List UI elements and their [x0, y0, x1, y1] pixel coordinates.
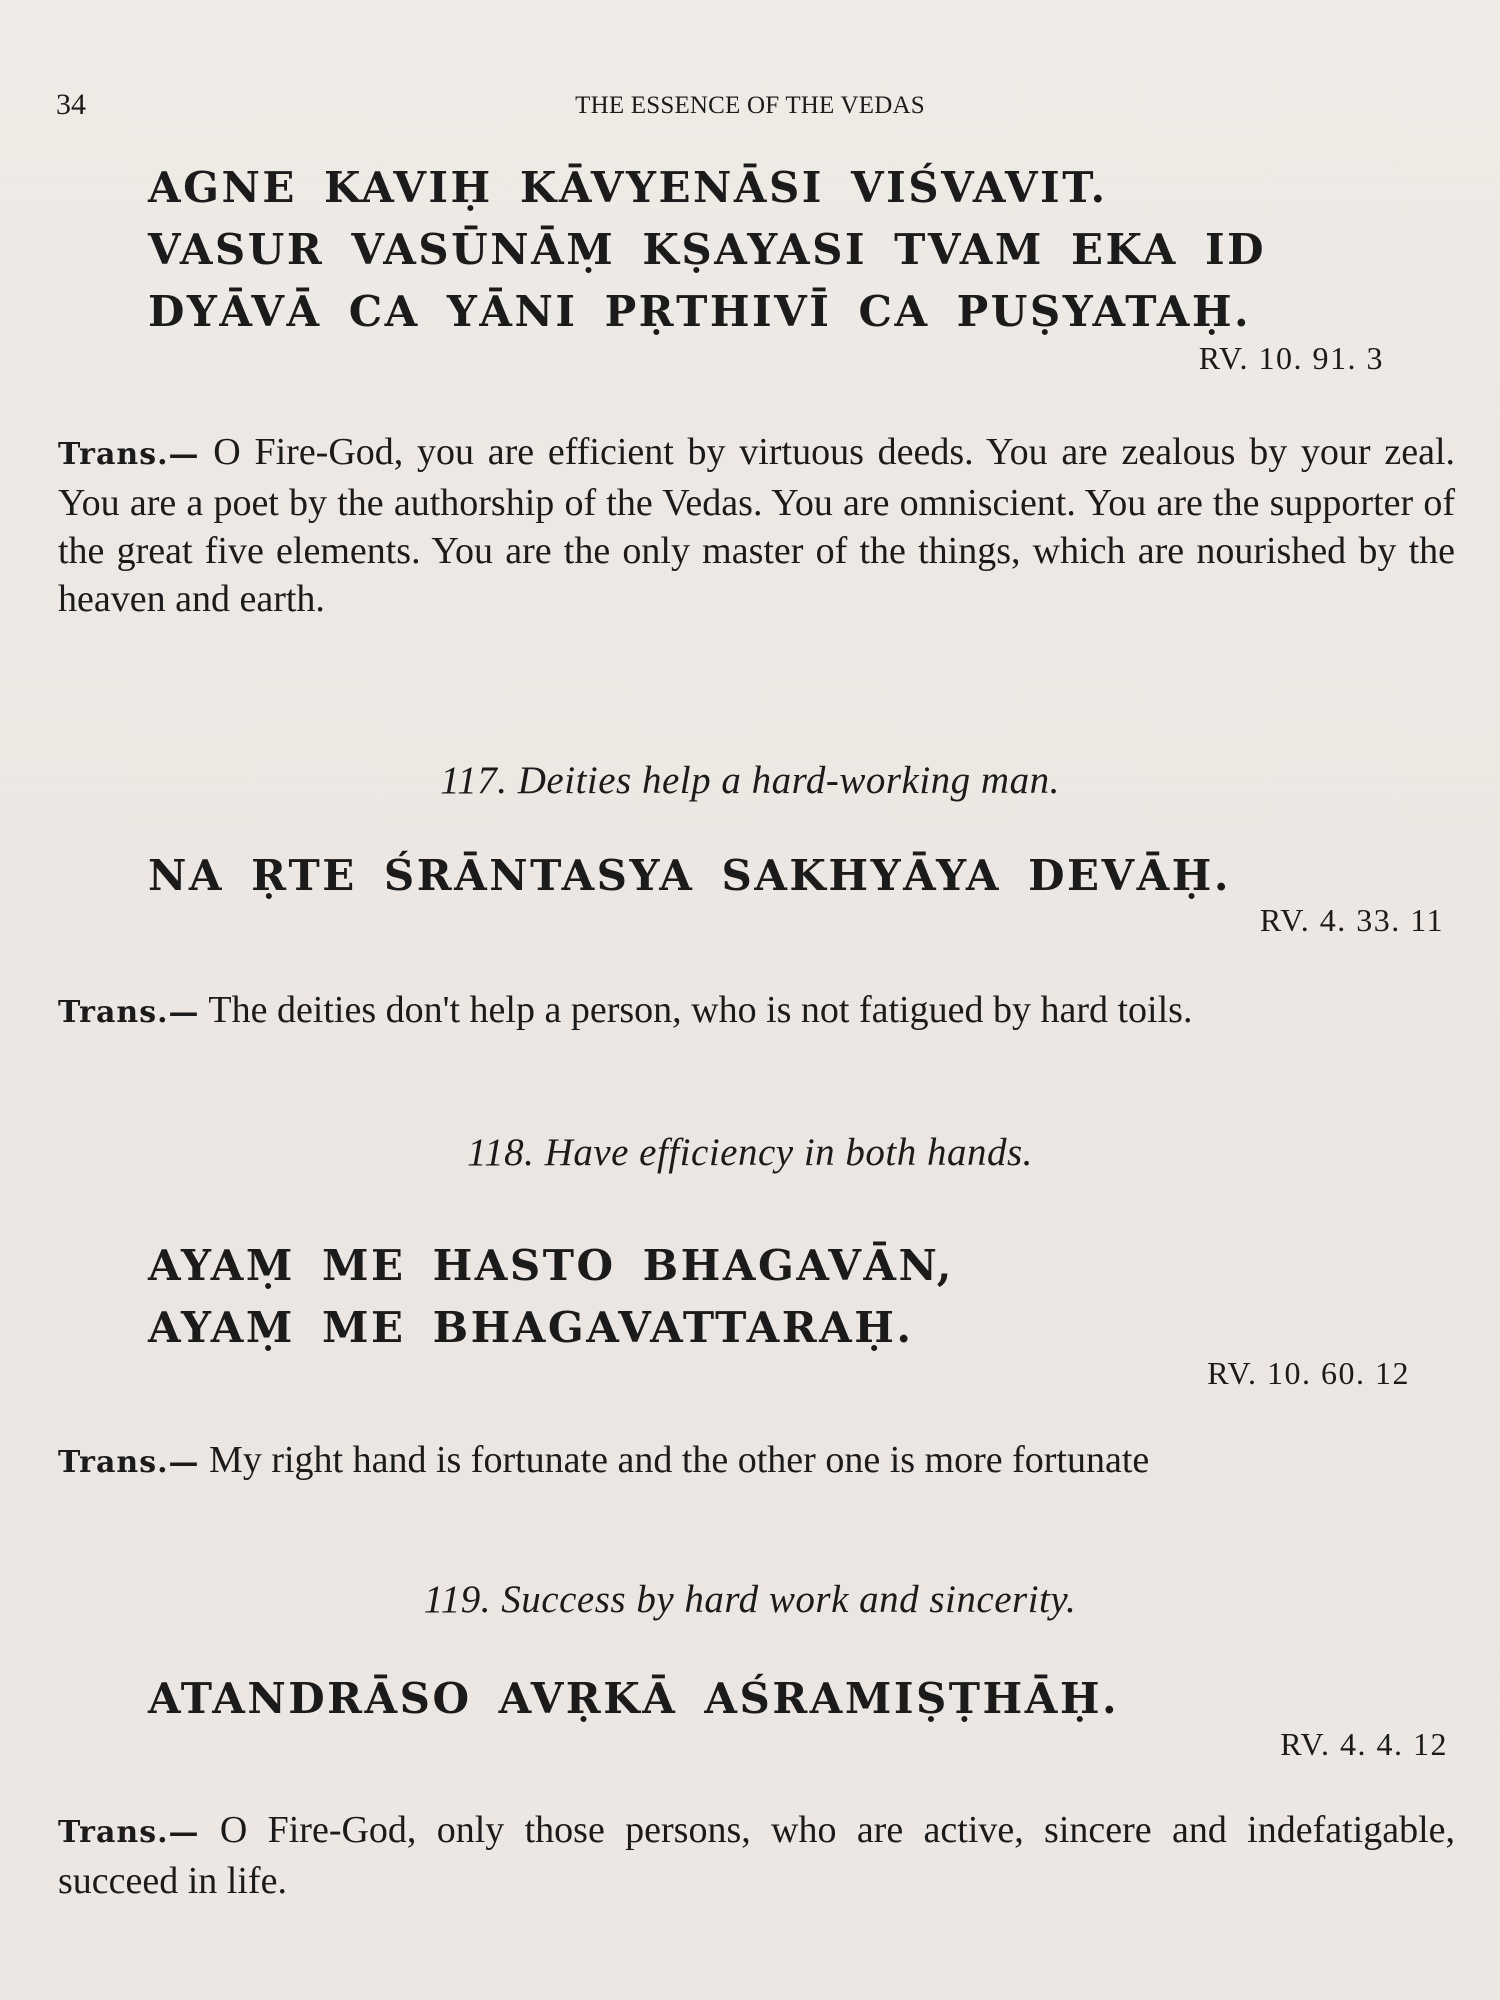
section-heading: 119. Success by hard work and sincerity.	[423, 1578, 1077, 1621]
translation-text: O Fire-God, only those persons, who are active, sincere and indefatigable, succeed in life.	[58, 1809, 1456, 1902]
verse-block	[148, 1235, 954, 1359]
verse-line: AYAṂ ME BHAGAVATTARAḤ.	[148, 1303, 914, 1352]
verse-reference: RV. 4. 33. 11	[1259, 902, 1444, 938]
page-number: 34	[56, 88, 86, 121]
verse-line: AYAṂ ME HASTO BHAGAVĀN,	[148, 1241, 954, 1290]
translation-paragraph	[58, 1806, 1455, 1905]
verse-line: NA ṚTE ŚRĀNTASYA SAKHYĀYA DEVĀḤ.	[148, 851, 1231, 900]
verse-reference: RV. 4. 4. 12	[1280, 1726, 1448, 1762]
translation-text: The deities don't help a person, who is not fatigued by hard toils.	[208, 989, 1193, 1031]
translation-paragraph	[58, 428, 1455, 623]
verse-line: AGNE KAVIḤ KĀVYENĀSI VIŚVAVIT.	[148, 163, 1108, 212]
translation-label: Trans.—	[58, 1815, 200, 1850]
verse-line: VASUR VASŪNĀṂ KṢAYASI TVAM EKA ID	[148, 225, 1267, 274]
verse-block	[148, 845, 1231, 907]
translation-text: O Fire-God, you are efficient by virtuous deeds. You are zealous by your zeal. You are a poet by the authorship of the Vedas. You are omniscient. You are the supporter of the great five elements. You are the only master of the things, which are nourished by the heaven and earth.	[58, 431, 1455, 620]
translation-label: Trans.—	[58, 437, 200, 472]
verse-reference: RV. 10. 60. 12	[1207, 1355, 1410, 1391]
running-title: THE ESSENCE OF THE VEDAS	[575, 92, 925, 119]
translation-label: Trans.—	[58, 1445, 200, 1480]
verse-line: DYĀVĀ CA YĀNI PṚTHIVĪ CA PUṢYATAḤ.	[148, 287, 1252, 336]
verse-block	[148, 157, 1266, 343]
section-heading: 118. Have efficiency in both hands.	[467, 1131, 1033, 1174]
translation-label: Trans.—	[58, 995, 200, 1030]
translation-paragraph	[58, 1436, 1455, 1487]
translation-text: My right hand is fortunate and the other one is more fortunate	[209, 1439, 1150, 1481]
verse-block	[148, 1668, 1119, 1730]
translation-paragraph	[58, 986, 1455, 1037]
verse-reference: RV. 10. 91. 3	[1198, 340, 1384, 376]
page-header	[56, 88, 1444, 128]
section-heading: 117. Deities help a hard-working man.	[440, 759, 1060, 802]
verse-line: ATANDRĀSO AVṚKĀ AŚRAMIṢṬHĀḤ.	[148, 1674, 1120, 1723]
